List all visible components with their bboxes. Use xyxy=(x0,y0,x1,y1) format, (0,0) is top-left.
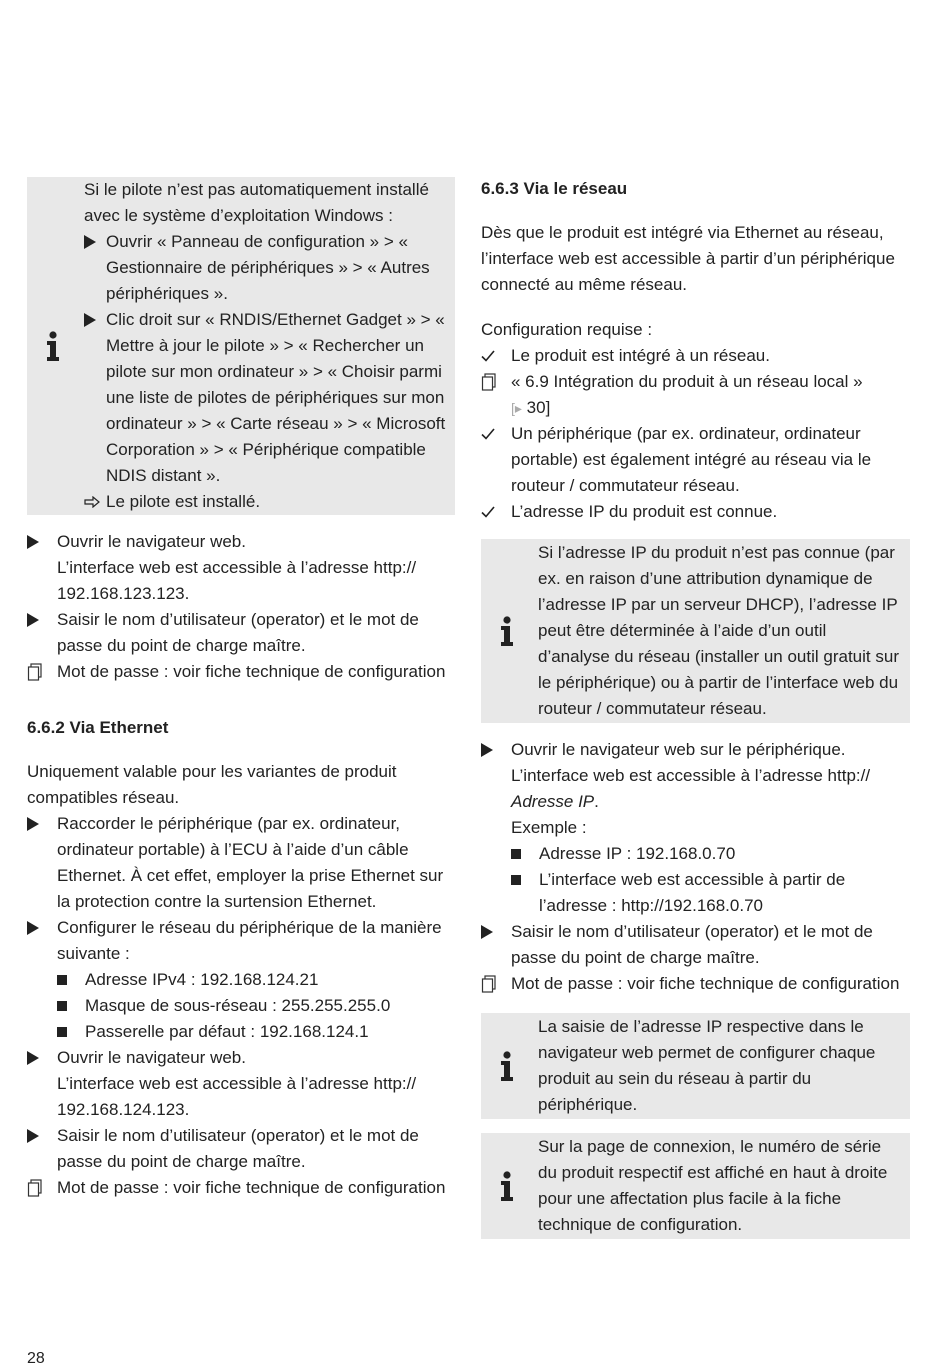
check-icon xyxy=(481,499,503,525)
info-box-step: Clic droit sur « RNDIS/Ethernet Gadget » > « Mettre à jour le pilote » > « Rechercher un pilote sur mon ordinateur » > « Choisir parmi une liste de pilotes de périphériques sur mon ordinateur » > « Carte réseau » > « Microsoft Corporation » > « Périphérique compatible NDIS distant ». xyxy=(84,307,447,489)
page-ref-icon: [▸ xyxy=(511,400,522,416)
check-icon xyxy=(481,343,503,369)
requirement-reference: « 6.9 Intégration du produit à un réseau local » [▸ 30] xyxy=(481,369,910,421)
requirement-item: Le produit est intégré à un réseau. xyxy=(481,343,910,369)
step-item: Saisir le nom d’utilisateur (operator) et le mot de passe du point de charge maître. xyxy=(27,607,455,659)
step-arrow-icon xyxy=(27,1129,39,1143)
section-heading-6-6-3: 6.6.3 Via le réseau xyxy=(481,179,628,198)
paragraph: Dès que le produit est intégré via Ethernet au réseau, l’interface web est accessible à partir d’un périphérique connecté au même réseau. xyxy=(481,223,895,294)
document-icon xyxy=(481,971,503,997)
step-arrow-icon xyxy=(27,921,39,935)
square-bullet-icon xyxy=(511,849,521,859)
sub-list-item: Adresse IPv4 : 192.168.124.21 xyxy=(27,967,455,993)
info-box-driver xyxy=(27,177,455,515)
square-bullet-icon xyxy=(57,975,67,985)
info-box-result: Le pilote est installé. xyxy=(84,489,447,515)
info-box-ip-unknown: Si l’adresse IP du produit n’est pas connue (par ex. en raison d’une attribution dynamique de l’adresse IP par un serveur DHCP), l’adresse IP peut être déterminée à l’aide d’un outil d’analyse du réseau (installer un outil gratuit sur le périphérique) ou à partir de l’interface web du routeur / commutateur réseau. xyxy=(481,539,910,723)
page-number: 28 xyxy=(27,1350,45,1367)
paragraph: Uniquement valable pour les variantes de produit compatibles réseau. xyxy=(27,762,397,807)
square-bullet-icon xyxy=(511,875,521,885)
step-arrow-icon xyxy=(27,817,39,831)
step-arrow-icon xyxy=(27,535,39,549)
step-arrow-icon xyxy=(84,235,96,249)
sub-list-item: L’interface web est accessible à partir de l’adresse : http://192.168.0.70 xyxy=(481,867,910,919)
document-icon xyxy=(481,369,503,395)
sub-list-item: Passerelle par défaut : 192.168.124.1 xyxy=(27,1019,455,1045)
step-item: Raccorder le périphérique (par ex. ordinateur, ordinateur portable) à l’ECU à l’aide d’un câble Ethernet. À cet effet, employer la prise Ethernet sur la protection contre la surtension Ethernet. xyxy=(27,811,455,915)
check-icon xyxy=(481,421,503,447)
right-column xyxy=(481,177,910,1239)
info-box-serial-number: Sur la page de connexion, le numéro de série du produit respectif est affiché en haut à droite pour une affectation plus facile à la fiche technique de configuration. xyxy=(481,1133,910,1239)
step-item: Ouvrir le navigateur web. L’interface web est accessible à l’adresse http:// 192.168.124.123. xyxy=(27,1045,455,1123)
sub-list-item: Masque de sous-réseau : 255.255.255.0 xyxy=(27,993,455,1019)
sub-list-item: Adresse IP : 192.168.0.70 xyxy=(481,841,910,867)
info-box-intro: Si le pilote n’est pas automatiquement installé avec le système d’exploitation Windows : xyxy=(84,180,429,225)
info-icon xyxy=(497,615,517,647)
step-arrow-icon xyxy=(481,925,493,939)
step-arrow-icon xyxy=(481,743,493,757)
square-bullet-icon xyxy=(57,1001,67,1011)
document-icon xyxy=(27,1175,49,1201)
step-item: Ouvrir le navigateur web. L’interface web est accessible à l’adresse http:// 192.168.123.123. xyxy=(27,529,455,607)
document-icon xyxy=(27,659,49,685)
requirements-title: Configuration requise : xyxy=(481,320,653,339)
reference-item: Mot de passe : voir fiche technique de configuration xyxy=(481,971,910,997)
info-icon xyxy=(43,330,63,362)
step-arrow-icon xyxy=(84,313,96,327)
info-box-step: Ouvrir « Panneau de configuration » > « Gestionnaire de périphériques » > « Autres périphériques ». xyxy=(84,229,447,307)
page-reference[interactable]: [▸ 30] xyxy=(511,398,550,417)
square-bullet-icon xyxy=(57,1027,67,1037)
requirement-item: Un périphérique (par ex. ordinateur, ordinateur portable) est également intégré au réseau via le routeur / commutateur réseau. xyxy=(481,421,910,499)
info-icon xyxy=(497,1050,517,1082)
section-heading-6-6-2: 6.6.2 Via Ethernet xyxy=(27,718,169,737)
step-item: Saisir le nom d’utilisateur (operator) et le mot de passe du point de charge maître. xyxy=(481,919,910,971)
reference-item: Mot de passe : voir fiche technique de configuration xyxy=(27,1175,455,1201)
requirement-item: L’adresse IP du produit est connue. xyxy=(481,499,910,525)
step-item: Configurer le réseau du périphérique de la manière suivante : xyxy=(27,915,455,967)
step-arrow-icon xyxy=(27,1051,39,1065)
result-arrow-icon xyxy=(84,489,102,515)
info-icon xyxy=(497,1170,517,1202)
step-item: Ouvrir le navigateur web sur le périphérique. L’interface web est accessible à l’adresse http:// Adresse IP. Exemple : xyxy=(481,737,910,841)
reference-item: Mot de passe : voir fiche technique de configuration xyxy=(27,659,455,685)
step-arrow-icon xyxy=(27,613,39,627)
step-item: Saisir le nom d’utilisateur (operator) et le mot de passe du point de charge maître. xyxy=(27,1123,455,1175)
info-box-ip-config: La saisie de l’adresse IP respective dans le navigateur web permet de configurer chaque produit au sein du réseau à partir du périphérique. xyxy=(481,1013,910,1119)
left-column xyxy=(27,177,455,1201)
